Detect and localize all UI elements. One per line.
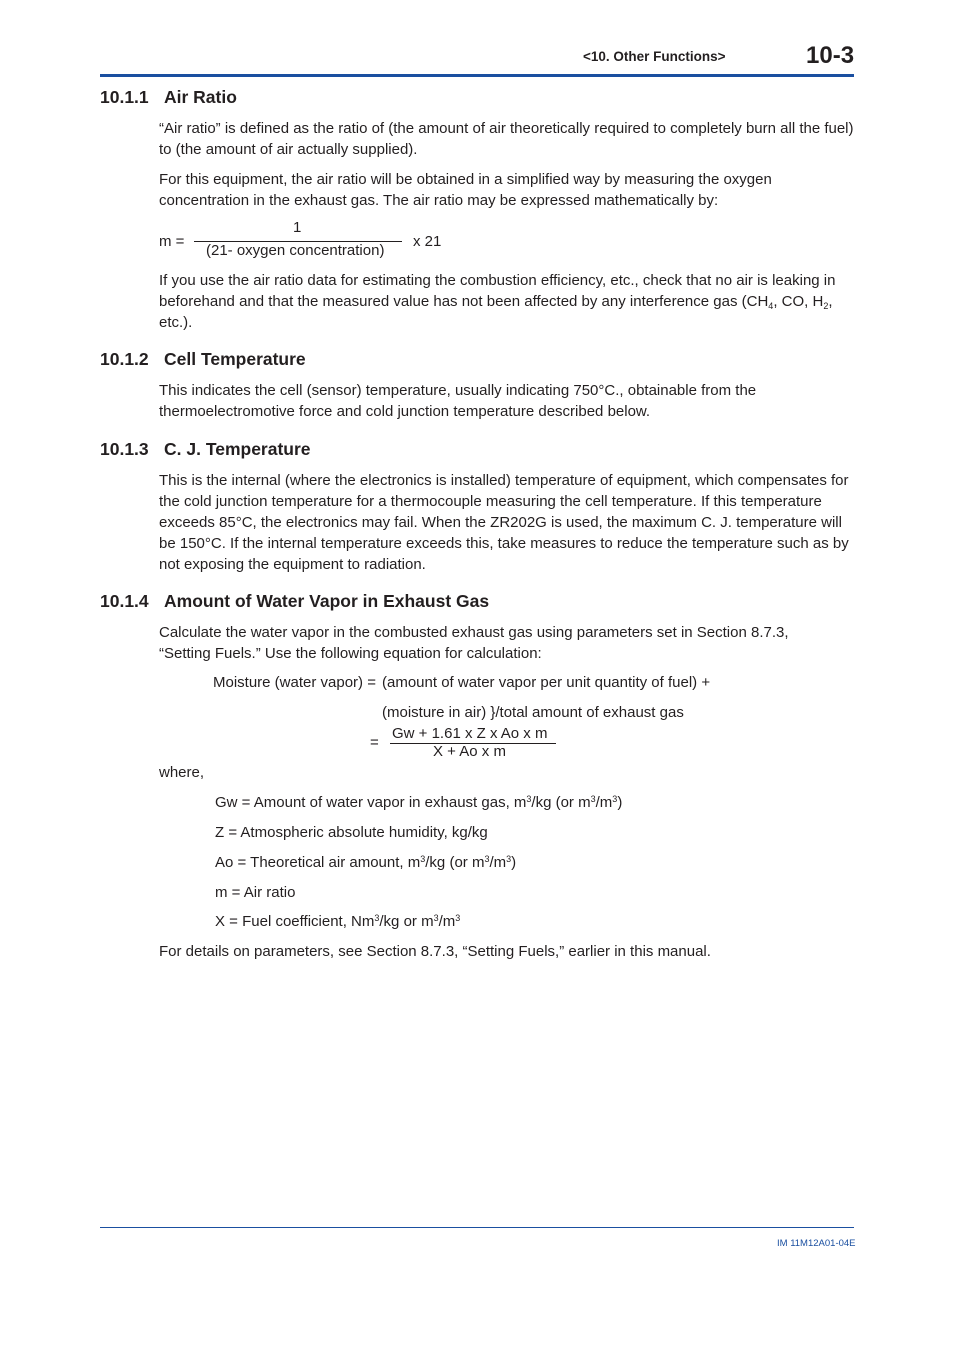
superscript: 3 [420, 854, 426, 864]
water-vapor-intro: Calculate the water vapor in the combusted exhaust gas using parameters set in Section 8.7.3, “Setting Fuels.” Use the following equation for calculation: [159, 624, 789, 662]
def-ao [215, 854, 516, 871]
note-text-1: If you use the air ratio data for estimating the combustion efficiency, etc., check that no air is leaking in beforehand and that the measured value has not been affected by any interference gas (CH [159, 272, 836, 310]
parameters-reference: For details on parameters, see Section 8.7.3, “Setting Fuels,” earlier in this manual. [159, 943, 711, 960]
heading-water-vapor [100, 591, 489, 612]
heading-title: Cell Temperature [164, 349, 306, 369]
heading-number: 10.1.4 [100, 591, 149, 611]
superscript: 3 [374, 913, 380, 923]
note-text-3: , etc.). [159, 293, 833, 331]
air-ratio-note [159, 270, 854, 333]
heading-number: 10.1.2 [100, 349, 149, 369]
equation-denominator: X + Ao x m [433, 743, 506, 760]
note-text-2: , CO, H [773, 293, 824, 310]
def-m: m = Air ratio [215, 884, 296, 901]
formula-factor: x 21 [413, 233, 442, 250]
heading-number: 10.1.3 [100, 439, 149, 459]
equation-lhs: Moisture (water vapor) = [213, 674, 376, 691]
superscript: 3 [484, 854, 490, 864]
equation-line-1: (amount of water vapor per unit quantity of fuel) + [382, 674, 711, 691]
def-x-text: X = Fuel coefficient, Nm [215, 913, 375, 930]
cell-temperature-text: This indicates the cell (sensor) temperature, usually indicating 750°C., obtainable from the thermoelectromotive force and cold junction temperature described below. [159, 382, 757, 420]
equation-equals: = [370, 734, 379, 751]
heading-air-ratio [100, 87, 237, 108]
equation-line-2: (moisture in air) }/total amount of exhaust gas [382, 704, 684, 721]
superscript: 3 [455, 913, 461, 923]
superscript: 3 [506, 854, 512, 864]
def-gw-text: ) [617, 794, 623, 811]
def-z: Z = Atmospheric absolute humidity, kg/kg [215, 824, 488, 841]
def-gw-text: Gw = Amount of water vapor in exhaust gas, m [215, 794, 527, 811]
def-ao-text: Ao = Theoretical air amount, m [215, 854, 421, 871]
document-id: IM 11M12A01-04E [777, 1238, 856, 1249]
note-sub-2: 2 [823, 301, 829, 311]
formula-numerator: 1 [293, 219, 302, 236]
superscript: 3 [612, 794, 618, 804]
def-ao-text: /m [489, 854, 507, 871]
where-label: where, [159, 764, 205, 781]
footer-rule [100, 1227, 854, 1228]
superscript: 3 [526, 794, 532, 804]
running-header-section: <10. Other Functions> [583, 49, 726, 64]
def-gw [215, 794, 622, 811]
def-gw-text: /kg (or m [531, 794, 591, 811]
heading-title: Amount of Water Vapor in Exhaust Gas [164, 591, 490, 611]
superscript: 3 [433, 913, 439, 923]
def-ao-text: ) [511, 854, 517, 871]
def-x [215, 913, 460, 930]
page-number: 10-3 [806, 42, 855, 69]
heading-cj-temperature [100, 439, 311, 460]
formula-lhs: m = [159, 233, 185, 250]
air-ratio-definition: “Air ratio” is defined as the ratio of (the amount of air theoretically required to completely burn all the fuel) to (the amount of air actually supplied). [159, 120, 854, 158]
superscript: 3 [590, 794, 596, 804]
def-x-text: /kg or m [379, 913, 434, 930]
def-ao-text: /kg (or m [425, 854, 485, 871]
heading-title: Air Ratio [164, 87, 237, 107]
heading-cell-temperature [100, 349, 306, 370]
header-rule [100, 74, 854, 77]
def-x-text: /m [438, 913, 456, 930]
heading-number: 10.1.1 [100, 87, 149, 107]
def-gw-text: /m [595, 794, 613, 811]
cj-temperature-text: This is the internal (where the electronics is installed) temperature of equipment, which compensates for the cold junction temperature for a thermocouple measuring the cell temperature. If this temperature exceeds 85°C, the electronics may fail. When the ZR202G is used, the maximum C. J. temperature will be 150°C. If the internal temperature exceeds this, take measures to reduce the temperature such as by not exposing the equipment to radiation. [159, 472, 849, 573]
heading-title: C. J. Temperature [164, 439, 311, 459]
air-ratio-method: For this equipment, the air ratio will be obtained in a simplified way by measuring the oxygen concentration in the exhaust gas. The air ratio may be expressed mathematically by: [159, 171, 772, 209]
note-sub-4: 4 [768, 301, 774, 311]
formula-denominator: (21- oxygen concentration) [206, 242, 385, 259]
equation-numerator: Gw + 1.61 x Z x Ao x m [392, 725, 548, 742]
